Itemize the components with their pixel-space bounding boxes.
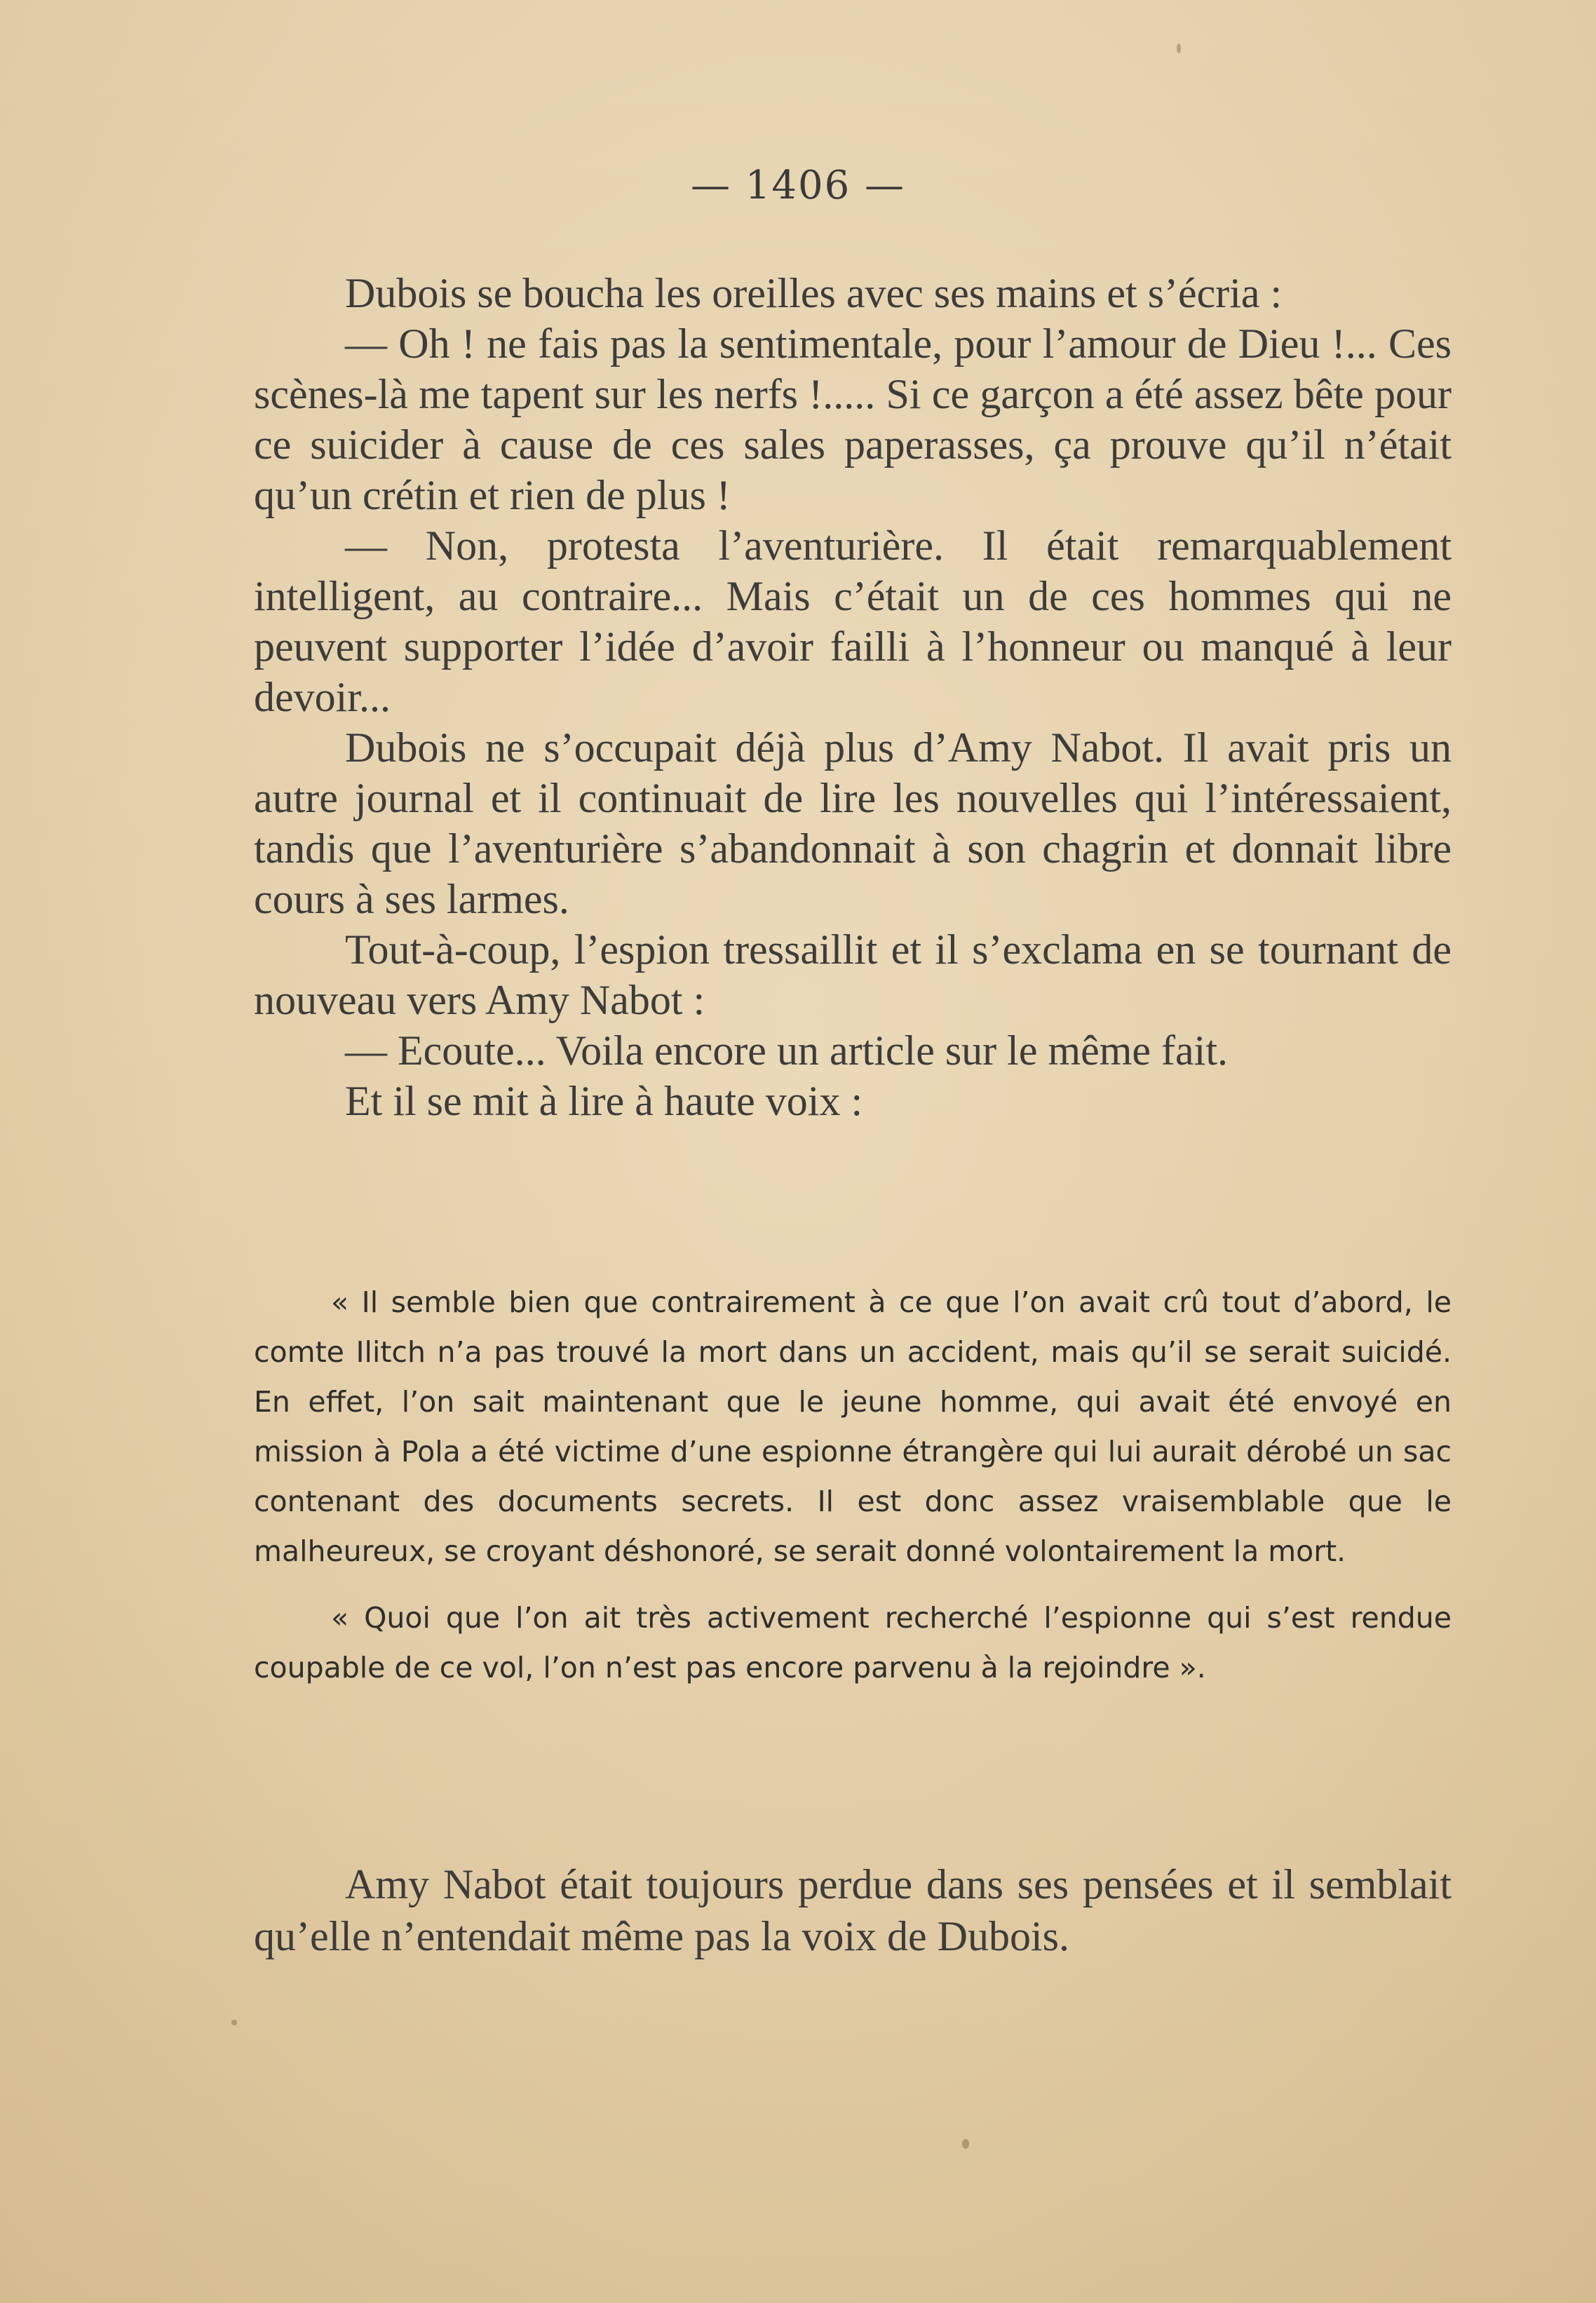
closing-text	[254, 1858, 1452, 1962]
page-number: — 1406 —	[690, 163, 906, 208]
paragraph: Dubois se boucha les oreilles avec ses mains et s’écria :	[345, 270, 1283, 316]
paper-speck	[962, 2139, 969, 2149]
quote-paragraph: « Il semble bien que contrairement à ce que l’on avait crû tout d’abord, le comte Ilitch n’a pas trouvé la mort dans un accident, mais qu’il se serait suicidé. En effet, l’on sait maintenant que le jeune homme, qui avait été envoyé en mission à Pola a été victime d’une espionne étrangère qui lui aurait dérobé un sac contenant des documents secrets. Il est donc assez vraisemblable que le malheureux, se croyant déshonoré, se serait donné volontairement la mort.	[254, 1285, 1452, 1568]
newspaper-quote	[254, 1278, 1452, 1693]
paragraph: — Non, protesta l’aventurière. Il était remarquablement intelligent, au contraire... Mais c’était un de ces hommes qui ne peuvent supporter l’idée d’avoir failli à l’honneur ou manqué à leur devoir...	[254, 522, 1452, 720]
narrative-text	[254, 268, 1452, 1126]
paragraph: Et il se mit à lire à haute voix :	[345, 1078, 863, 1124]
paper-speck	[1177, 43, 1181, 53]
paper-speck	[231, 2020, 237, 2025]
paragraph: Tout-à-coup, l’espion tressaillit et il s’exclama en se tournant de nouveau vers Amy Nabot :	[254, 926, 1452, 1023]
paragraph: Dubois ne s’occupait déjà plus d’Amy Nabot. Il avait pris un autre journal et il continuait de lire les nouvelles qui l’intéressaient, tandis que l’aventurière s’abandonnait à son chagrin et donnait libre cours à ses larmes.	[254, 724, 1452, 922]
paragraph: Amy Nabot était toujours perdue dans ses pensées et il semblait qu’elle n’entendait même pas la voix de Dubois.	[254, 1861, 1452, 1959]
paragraph: — Oh ! ne fais pas la sentimentale, pour l’amour de Dieu !... Ces scènes-là me tapent sur les nerfs !..... Si ce garçon a été assez bête pour ce suicider à cause de ces sales paperasses, ça prouve qu’il n’était qu’un crétin et rien de plus !	[254, 320, 1452, 518]
paragraph: — Ecoute... Voila encore un article sur le même fait.	[345, 1027, 1229, 1074]
quote-paragraph: « Quoi que l’on ait très activement recherché l’espionne qui s’est rendue coupable de ce vol, l’on n’est pas encore parvenu à la rejoindre ».	[254, 1601, 1452, 1684]
